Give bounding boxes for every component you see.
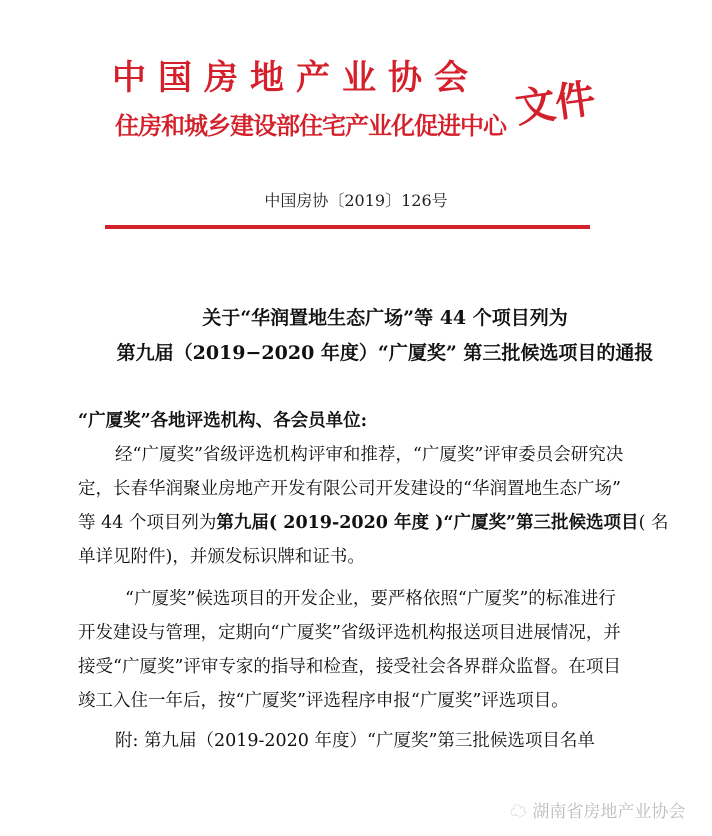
issuer-name-1: 中国房地产业协会 (112, 58, 480, 98)
text: 等 44 个项目列为 (78, 513, 217, 533)
watermark (510, 797, 685, 822)
body-line: 竣工入住一年后，按“广厦奖”评选程序申报“广厦奖”评选项目。 (78, 691, 569, 711)
document-number: 中国房协〔2019〕126号 (264, 191, 448, 210)
body-line: 经“广厦奖”省级评选机构评审和推荐，“广厦奖”评审委员会研究决 (115, 445, 624, 465)
wechat-icon: ☁ (510, 802, 533, 822)
attachment-line: 附: 第九届（2019-2020 年度）“广厦奖”第三批候选项目名单 (115, 731, 595, 751)
title-line-1: 关于“华润置地生态广场”等 44 个项目列为 (202, 307, 568, 329)
body-line: 接受“广厦奖”评审专家的指导和检查，接受社会各界群众监督。在项目 (78, 657, 621, 677)
bold-text: 第九届( 2019-2020 年度 )“广厦奖”第三批候选项目 (216, 513, 639, 533)
watermark-text: 湖南省房地产业协会 (532, 802, 686, 822)
body-line: 单详见附件)，并颁发标识牌和证书。 (78, 547, 365, 567)
red-divider (105, 225, 590, 229)
title-line-2: 第九届（2019−2020 年度）“广厦奖” 第三批候选项目的通报 (116, 342, 654, 364)
document-label: 文件 (512, 74, 599, 133)
salutation: “广厦奖”各地评选机构、各会员单位: (78, 411, 368, 431)
body-line (78, 506, 669, 540)
body-line: 定，长春华润聚业房地产开发有限公司开发建设的“华润置地生态广场” (78, 479, 621, 499)
text: ( 名 (638, 513, 669, 533)
body-line: 开发建设与管理，定期向“广厦奖”省级评选机构报送项目进展情况，并 (78, 623, 621, 643)
body-line: “广厦奖”候选项目的开发企业，要严格依照“广厦奖”的标准进行 (125, 589, 616, 609)
issuer-name-2: 住房和城乡建设部住宅产业化促进中心 (115, 111, 506, 140)
